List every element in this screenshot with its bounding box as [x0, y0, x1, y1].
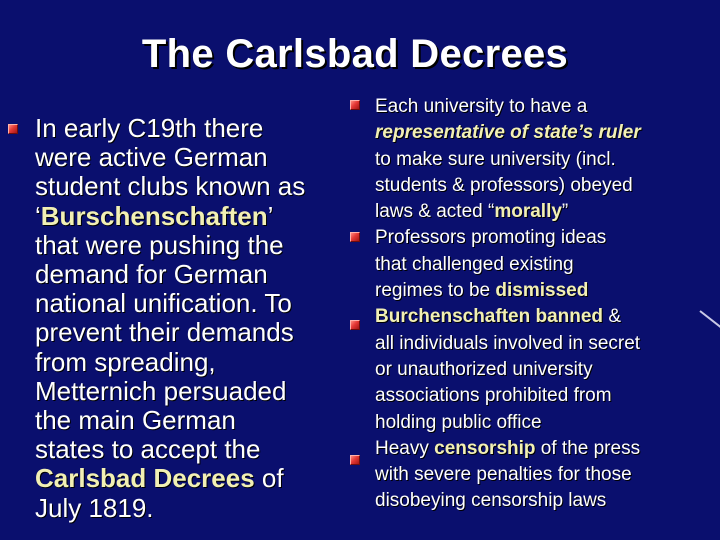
quote-open: ‘ — [35, 200, 41, 231]
text-line: demand for German — [35, 259, 268, 290]
text-line: with severe penalties for those — [375, 464, 632, 486]
text-line: all individuals involved in secret — [375, 332, 641, 354]
bullet-censorship — [375, 436, 720, 515]
text-line: disobeying censorship laws — [375, 490, 607, 512]
text-line: July 1819. — [35, 492, 154, 523]
slide-title: The Carlsbad Decrees — [141, 32, 569, 76]
highlight-burschenschaften: Burschenschaften — [40, 200, 268, 231]
text-fragment: & — [603, 306, 621, 328]
text-line: Metternich persuaded — [35, 375, 287, 406]
text-line — [375, 436, 720, 462]
text-fragment: laws & acted “ — [375, 201, 495, 223]
text-fragment: Heavy — [375, 437, 435, 459]
text-line: were active German — [35, 142, 268, 173]
text-line: holding public office — [375, 411, 542, 433]
text-line — [375, 278, 720, 304]
text-line: from spreading, — [35, 346, 216, 377]
text-line: Each university to have a — [375, 96, 588, 117]
text-line: that challenged existing — [375, 253, 574, 275]
text-line: the main German — [35, 405, 236, 436]
bullet-icon — [350, 232, 360, 242]
text-line: student clubs known as — [35, 171, 306, 202]
text-line: associations prohibited from — [375, 385, 612, 407]
bullet-icon — [350, 100, 360, 110]
text-fragment: ” — [561, 201, 569, 223]
text-fragment: of the press — [535, 437, 641, 459]
text-line — [375, 304, 720, 330]
bullet-icon — [350, 455, 360, 465]
text-line — [375, 199, 720, 225]
bullet-icon — [8, 124, 18, 134]
text-line: In early C19th there — [35, 113, 264, 143]
text-line: states to accept the — [35, 434, 261, 465]
text-line: to make sure university (incl. — [375, 148, 616, 170]
text-line: students & professors) obeyed — [375, 174, 633, 196]
text-line: Professors promoting ideas — [375, 227, 607, 249]
left-bullet-text — [35, 114, 355, 523]
text-line — [35, 202, 355, 231]
bullet-burchenschaften-banned — [375, 304, 720, 435]
bullet-university-representative — [375, 94, 720, 225]
bullet-professors-dismissed — [375, 225, 720, 304]
bullet-icon — [350, 320, 360, 330]
text-line: prevent their demands — [35, 317, 294, 348]
text-fragment: of — [254, 463, 284, 494]
text-line: that were pushing the — [35, 229, 284, 260]
highlight-banned: Burchenschaften banned — [375, 306, 604, 328]
text-line: or unauthorized university — [375, 358, 593, 380]
highlight-morally: morally — [494, 201, 562, 223]
right-bullet-list — [375, 94, 720, 515]
highlight-dismissed: dismissed — [495, 280, 589, 302]
text-fragment: regimes to be — [375, 280, 496, 302]
highlight-censorship: censorship — [434, 437, 536, 459]
highlight-representative: representative of state’s ruler — [375, 122, 641, 144]
quote-close: ’ — [267, 200, 274, 231]
highlight-carlsbad-decrees: Carlsbad Decrees — [35, 463, 255, 494]
text-line — [35, 464, 355, 493]
text-line: national unification. To — [35, 288, 292, 319]
